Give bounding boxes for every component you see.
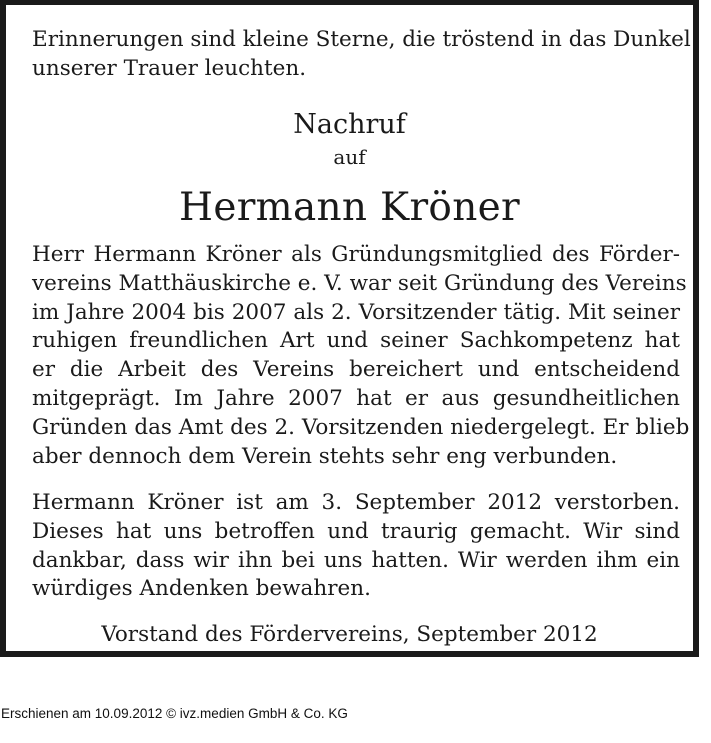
- signature: Vorstand des Fördervereins, September 2012: [101, 622, 598, 647]
- intro-quote: [32, 25, 691, 83]
- intro-line: Erinnerungen sind kleine Sterne, die tröstend in das Dunkel: [32, 27, 691, 52]
- paragraph-line: Hermann Kröner ist am 3. September 2012 verstorben.: [32, 490, 680, 515]
- intro-line: unserer Trauer leuchten.: [32, 56, 307, 81]
- paragraph-line: vereins Matthäuskirche e. V. war seit Gründung des Vereins: [32, 270, 687, 296]
- paragraph-line: Herr Hermann Kröner als Gründungsmitglied des Förder-: [32, 242, 680, 267]
- heading: Nachruf: [293, 109, 406, 140]
- paragraph-line: mitgeprägt. Im Jahre 2007 hat er aus gesundheitlichen: [32, 385, 680, 411]
- paragraph-line: Dieses hat uns betroffen und traurig gemacht. Wir sind: [32, 518, 680, 544]
- deceased-name: Hermann Kröner: [179, 185, 520, 230]
- paragraph-line: aber dennoch dem Verein stehts sehr eng verbunden.: [32, 443, 618, 469]
- paragraph-line: würdiges Andenken bewahren.: [32, 576, 371, 602]
- paragraph-line: er die Arbeit des Vereins bereichert und entscheidend: [32, 357, 680, 383]
- paragraph-line: im Jahre 2004 bis 2007 als 2. Vorsitzender tätig. Mit seiner: [32, 299, 680, 325]
- subheading: auf: [333, 145, 366, 169]
- paragraph-remembrance: [32, 489, 680, 604]
- paragraph-biography: [32, 241, 690, 471]
- paragraph-line: ruhigen freundlichen Art und seiner Sachkompetenz hat: [32, 328, 680, 354]
- paragraph-line: dankbar, dass wir ihn bei uns hatten. Wir werden ihm ein: [32, 547, 680, 573]
- publication-credit: Erschienen am 10.09.2012 © ivz.medien GmbH & Co. KG: [1, 706, 348, 721]
- paragraph-line: Gründen das Amt des 2. Vorsitzenden niedergelegt. Er blieb: [32, 414, 690, 440]
